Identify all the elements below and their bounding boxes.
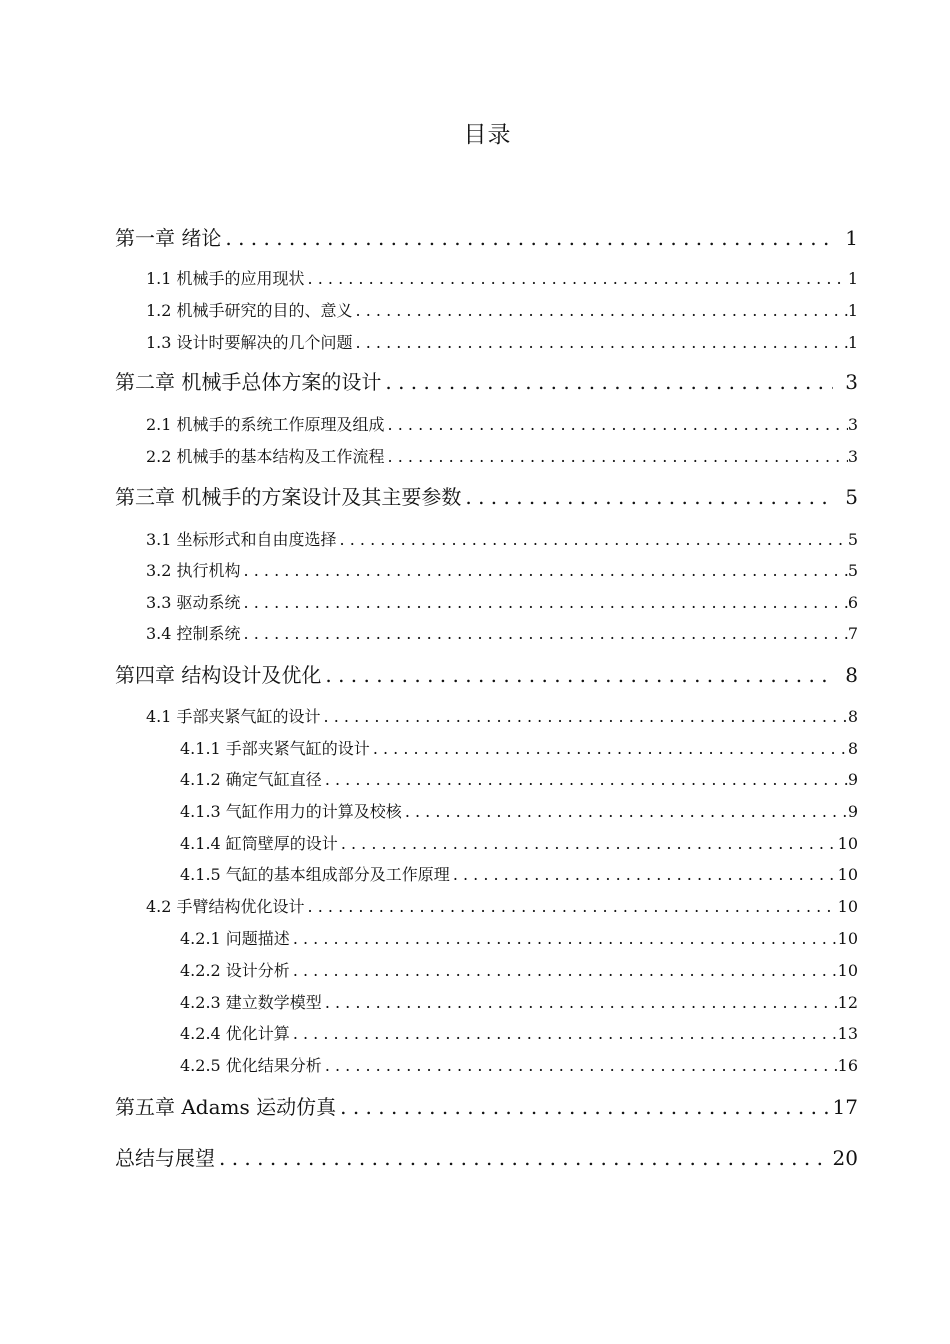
- toc-dot-leader: [340, 530, 848, 549]
- toc-entry-label: 2.2 机械手的基本结构及工作流程: [146, 447, 385, 466]
- toc-entry[interactable]: [146, 527, 858, 550]
- toc-entry[interactable]: [180, 1021, 858, 1044]
- toc-entry-page-number: 10: [837, 865, 858, 884]
- toc-entry[interactable]: [115, 1142, 858, 1171]
- toc-dot-leader: [388, 415, 848, 434]
- toc-entry[interactable]: [146, 330, 858, 353]
- toc-entry-page-number: 3: [847, 447, 858, 466]
- toc-entry-page-number: 8: [847, 707, 858, 726]
- toc-entry-label: 1.3 设计时要解决的几个问题: [146, 333, 353, 352]
- toc-entry-label: 1.1 机械手的应用现状: [146, 269, 305, 288]
- toc-entry[interactable]: [180, 736, 858, 759]
- toc-entry-page-number: 5: [845, 485, 858, 509]
- toc-entry-label: 第二章 机械手总体方案的设计: [115, 370, 382, 394]
- toc-entry-label: 第五章 Adams 运动仿真: [115, 1095, 337, 1119]
- toc-entry-page-number: 8: [847, 739, 858, 758]
- toc-entry-label: 4.2.5 优化结果分析: [180, 1056, 322, 1075]
- toc-entry[interactable]: [180, 862, 858, 885]
- toc-dot-leader: [244, 624, 848, 643]
- toc-dot-leader: [325, 770, 848, 789]
- toc-entry-page-number: 3: [847, 415, 858, 434]
- toc-entry-label: 2.1 机械手的系统工作原理及组成: [146, 415, 385, 434]
- toc-entry-label: 4.1.4 缸筒壁厚的设计: [180, 834, 338, 853]
- toc-entry[interactable]: [146, 412, 858, 435]
- toc-entry[interactable]: [180, 926, 858, 949]
- toc-entry-page-number: 7: [847, 624, 858, 643]
- toc-dot-leader: [405, 802, 848, 821]
- toc-entry-page-number: 17: [832, 1095, 858, 1119]
- toc-entry-page-number: 10: [837, 897, 858, 916]
- toc-entry-page-number: 10: [837, 834, 858, 853]
- toc-entry[interactable]: [146, 558, 858, 581]
- toc-dot-leader: [293, 929, 838, 948]
- toc-entry-page-number: 20: [832, 1146, 858, 1170]
- toc-entry-label: 第三章 机械手的方案设计及其主要参数: [115, 485, 462, 509]
- toc-entry-label: 3.2 执行机构: [146, 561, 241, 580]
- toc-entry-label: 4.1.2 确定气缸直径: [180, 770, 322, 789]
- toc-entry[interactable]: [180, 1053, 858, 1076]
- toc-dot-leader: [465, 485, 833, 509]
- toc-dot-leader: [385, 370, 833, 394]
- toc-entry-page-number: 10: [837, 929, 858, 948]
- toc-entry[interactable]: [146, 444, 858, 467]
- toc-entry-label: 总结与展望: [115, 1146, 215, 1170]
- toc-entry-page-number: 1: [847, 333, 858, 352]
- toc-dot-leader: [373, 739, 848, 758]
- toc-dot-leader: [324, 707, 848, 726]
- toc-entry-label: 3.4 控制系统: [146, 624, 241, 643]
- toc-entry[interactable]: [146, 894, 858, 917]
- toc-entry[interactable]: [180, 990, 858, 1013]
- toc-dot-leader: [356, 301, 848, 320]
- toc-entry-page-number: 12: [837, 993, 858, 1012]
- toc-entry[interactable]: [115, 1091, 858, 1120]
- toc-entry-label: 1.2 机械手研究的目的、意义: [146, 301, 353, 320]
- toc-entry-label: 4.2.2 设计分析: [180, 961, 290, 980]
- toc-entry-page-number: 1: [847, 269, 858, 288]
- toc-dot-leader: [225, 226, 833, 250]
- toc-entry-page-number: 13: [837, 1024, 858, 1043]
- toc-entry-page-number: 10: [837, 961, 858, 980]
- toc-entry-page-number: 1: [845, 226, 858, 250]
- toc-entry-label: 4.2 手臂结构优化设计: [146, 897, 305, 916]
- toc-entry[interactable]: [180, 799, 858, 822]
- toc-entry-page-number: 5: [847, 530, 858, 549]
- toc-entry-label: 第一章 绪论: [115, 226, 222, 250]
- toc-dot-leader: [308, 897, 838, 916]
- toc-dot-leader: [244, 593, 848, 612]
- toc-entry-label: 4.1.1 手部夹紧气缸的设计: [180, 739, 370, 758]
- toc-dot-leader: [308, 269, 848, 288]
- toc-entry[interactable]: [115, 481, 858, 510]
- toc-entry-label: 4.1 手部夹紧气缸的设计: [146, 707, 321, 726]
- toc-dot-leader: [340, 1095, 829, 1119]
- toc-entry-page-number: 3: [845, 370, 858, 394]
- toc-entry-label: 第四章 结构设计及优化: [115, 663, 322, 687]
- toc-entry-label: 4.1.3 气缸作用力的计算及校核: [180, 802, 402, 821]
- toc-entry[interactable]: [146, 266, 858, 289]
- toc-entry-label: 3.3 驱动系统: [146, 593, 241, 612]
- toc-entry[interactable]: [115, 366, 858, 395]
- toc-entry-page-number: 6: [847, 593, 858, 612]
- toc-entry[interactable]: [180, 831, 858, 854]
- toc-dot-leader: [293, 961, 838, 980]
- toc-dot-leader: [388, 447, 848, 466]
- toc-entry-page-number: 1: [847, 301, 858, 320]
- toc-dot-leader: [325, 663, 833, 687]
- toc-dot-leader: [325, 993, 838, 1012]
- toc-entry-label: 3.1 坐标形式和自由度选择: [146, 530, 337, 549]
- toc-dot-leader: [341, 834, 838, 853]
- toc-dot-leader: [219, 1146, 830, 1170]
- toc-entry[interactable]: [115, 659, 858, 688]
- toc-dot-leader: [325, 1056, 838, 1075]
- toc-entry[interactable]: [146, 298, 858, 321]
- toc-entry[interactable]: [146, 621, 858, 644]
- toc-entry-page-number: 9: [847, 770, 858, 789]
- toc-entry-label: 4.2.4 优化计算: [180, 1024, 290, 1043]
- toc-dot-leader: [244, 561, 848, 580]
- toc-entry[interactable]: [180, 958, 858, 981]
- toc-entry-label: 4.1.5 气缸的基本组成部分及工作原理: [180, 865, 450, 884]
- toc-title: 目录: [463, 122, 512, 148]
- toc-entry-page-number: 5: [847, 561, 858, 580]
- toc-entry[interactable]: [146, 704, 858, 727]
- toc-dot-leader: [453, 865, 838, 884]
- toc-entry[interactable]: [146, 590, 858, 613]
- toc-entry-label: 4.2.1 问题描述: [180, 929, 290, 948]
- toc-entry-label: 4.2.3 建立数学模型: [180, 993, 322, 1012]
- toc-entry-page-number: 9: [847, 802, 858, 821]
- toc-entry[interactable]: [180, 767, 858, 790]
- toc-entry-page-number: 8: [845, 663, 858, 687]
- toc-entry-page-number: 16: [837, 1056, 858, 1075]
- toc-dot-leader: [356, 333, 848, 352]
- toc-dot-leader: [293, 1024, 838, 1043]
- toc-entry[interactable]: [115, 222, 858, 251]
